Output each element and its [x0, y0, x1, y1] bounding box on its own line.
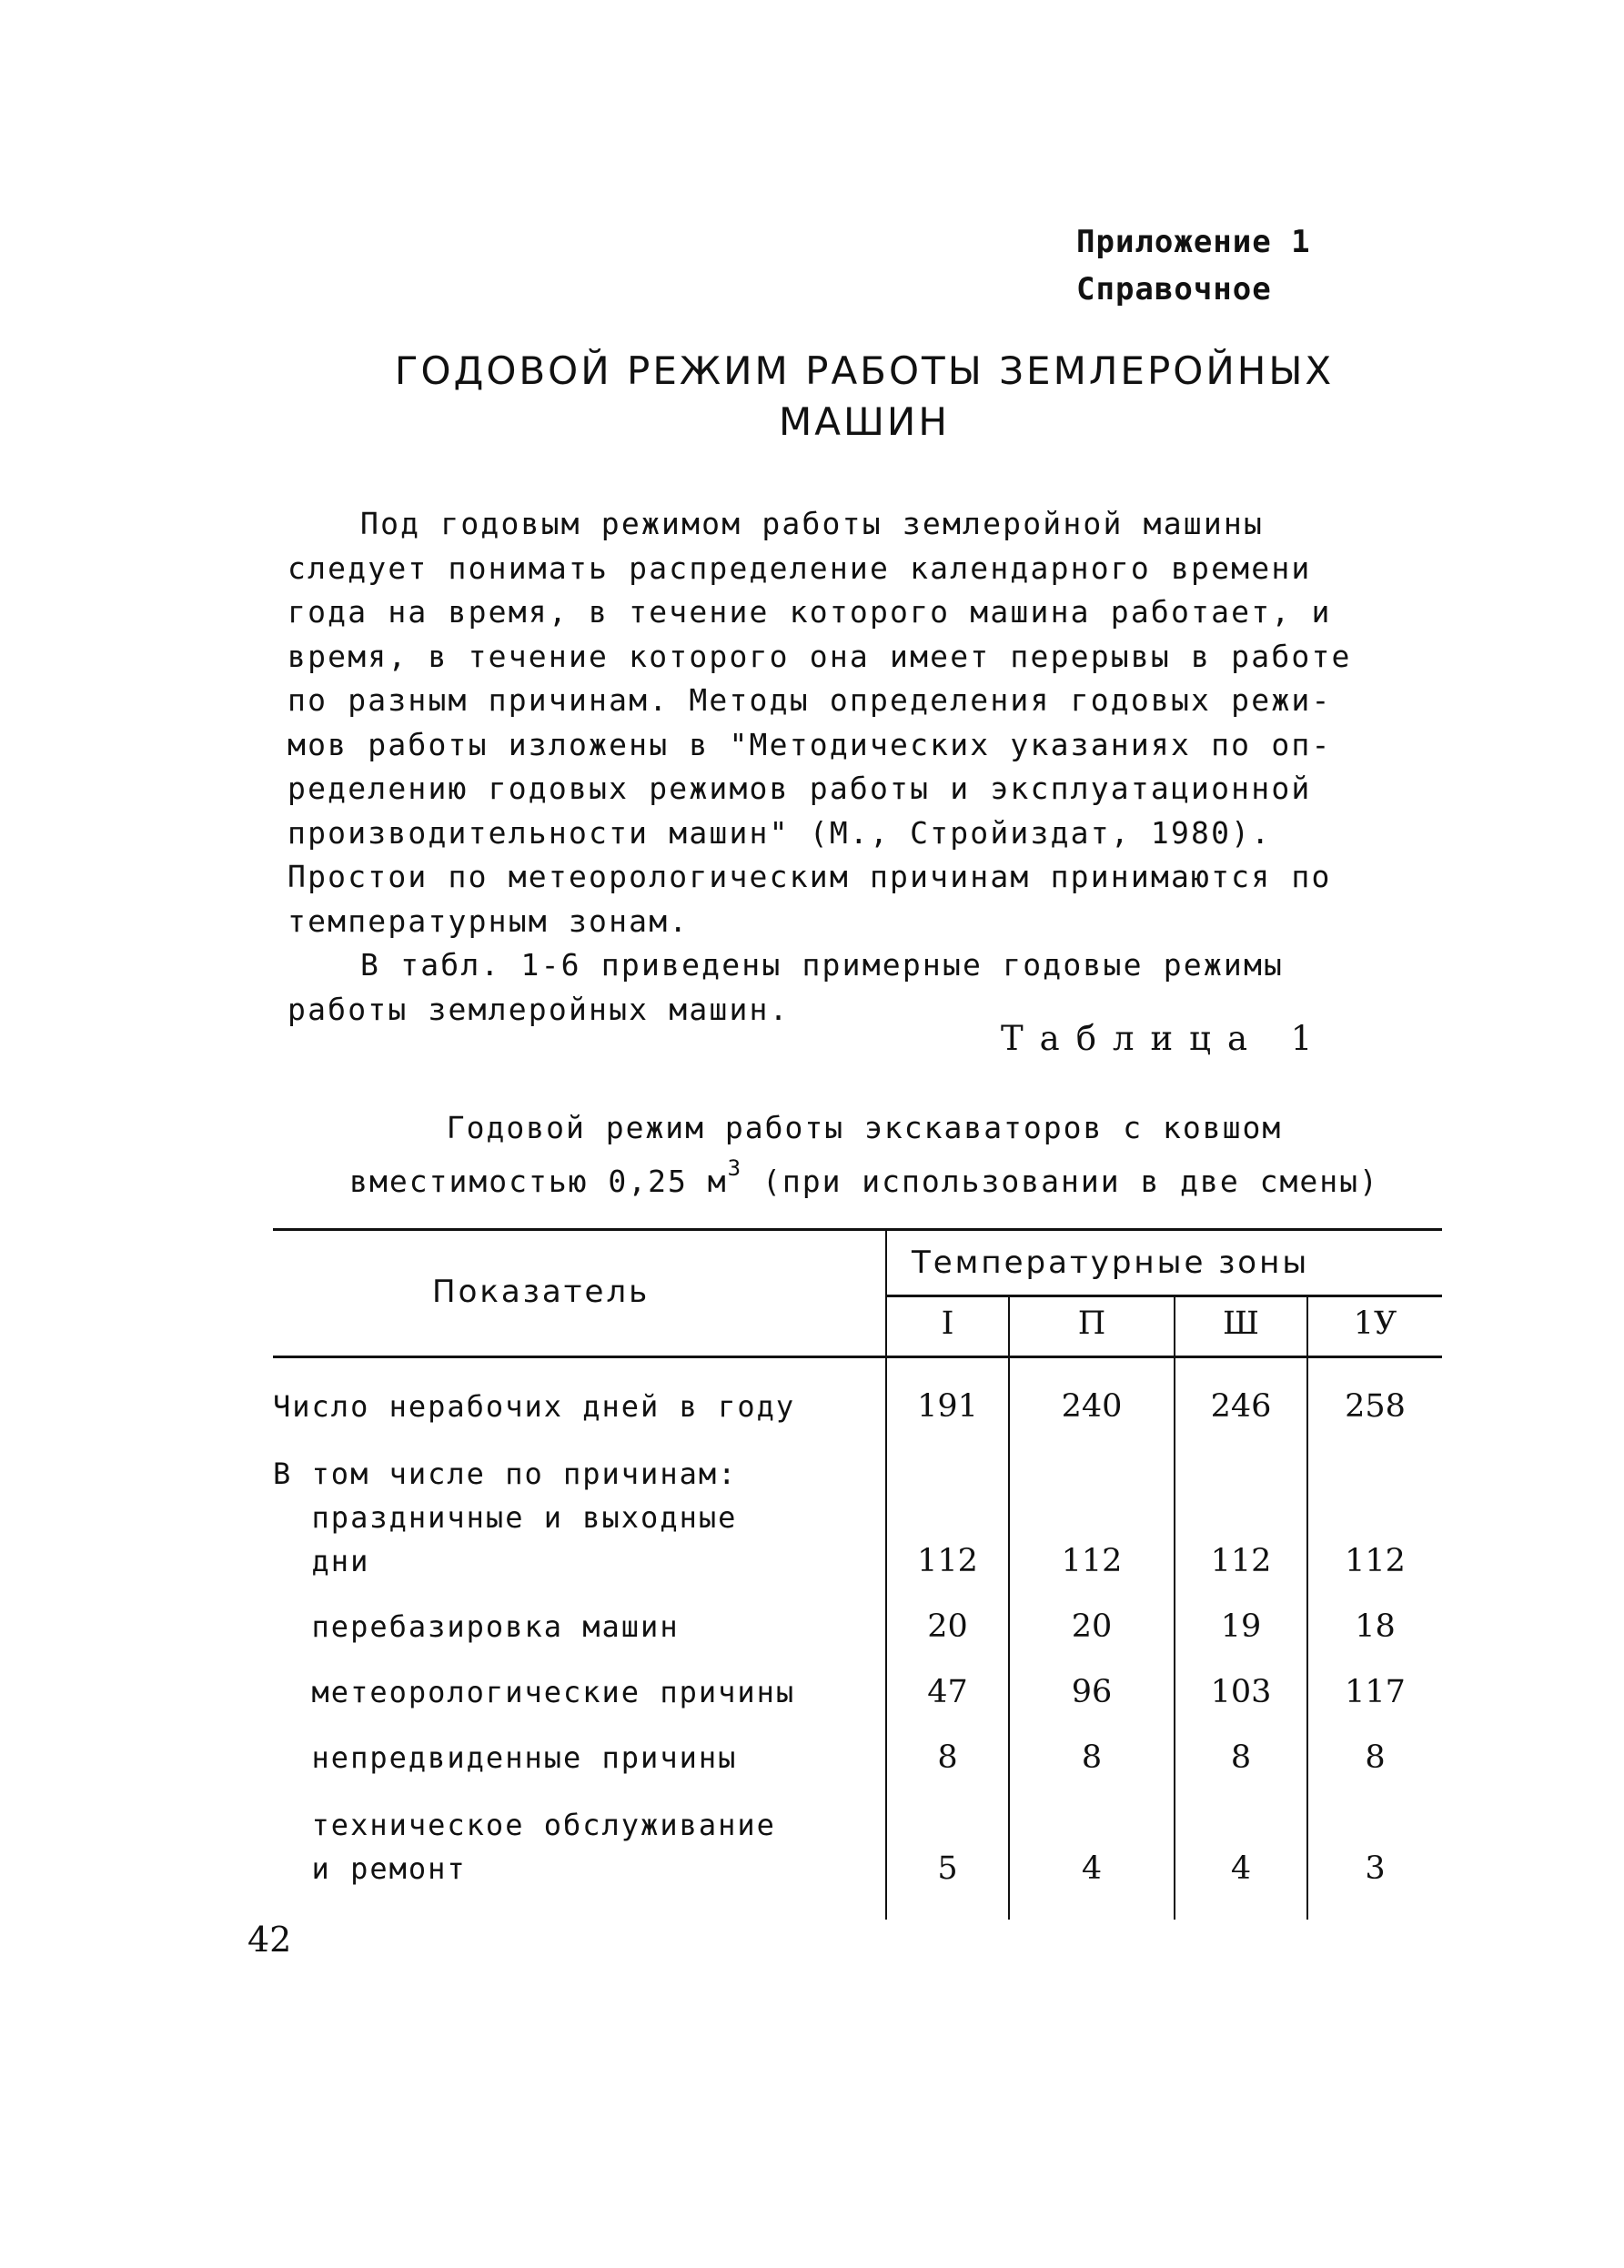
appendix-heading	[1076, 218, 1311, 313]
paragraph-line: года на время, в течение которого машина работает, и	[287, 594, 1332, 630]
table-cell: 4	[1230, 1850, 1252, 1887]
paragraph-line: следует понимать распределение календарного времени	[287, 549, 1312, 586]
zones-header-rule	[885, 1295, 1442, 1297]
row-label: непредвиденные причины	[273, 1740, 738, 1775]
table-cell: 246	[1210, 1388, 1272, 1425]
table-cell: 96	[1071, 1674, 1113, 1710]
document-title	[273, 346, 1456, 448]
table-cell: 191	[917, 1388, 978, 1425]
table-cell: 4	[1081, 1850, 1103, 1887]
zone-header: 1У	[1353, 1305, 1397, 1342]
caption-line-1: Годовой режим работы экскаваторов с ковшом	[446, 1110, 1283, 1145]
table-cell: 8	[1230, 1739, 1252, 1776]
paragraph-line: работы землеройных машин.	[287, 991, 790, 1027]
table-cell: 112	[1061, 1543, 1123, 1579]
table-cell: 20	[927, 1608, 968, 1645]
row-label: техническое обслуживание	[273, 1808, 776, 1842]
table-cell: 8	[937, 1739, 958, 1776]
caption-text: вместимостью 0,25 м	[349, 1164, 728, 1199]
row-label: праздничные и выходные	[273, 1500, 738, 1535]
table-caption	[273, 1105, 1456, 1205]
table-top-rule	[273, 1228, 1442, 1231]
header-zones: Температурные зоны	[912, 1245, 1310, 1281]
page-number: 42	[247, 1920, 292, 1960]
header-bottom-rule	[273, 1356, 1442, 1358]
paragraph-line: температурным зонам.	[287, 902, 690, 939]
paragraph-line: время, в течение которого она имеет перерывы в работе	[287, 638, 1352, 674]
table-cell: 112	[1345, 1543, 1406, 1579]
table-cell: 47	[927, 1674, 968, 1710]
row-label: и ремонт	[273, 1851, 467, 1886]
table-cell: 8	[1365, 1739, 1386, 1776]
table-cell: 5	[937, 1850, 958, 1887]
table-cell: 20	[1071, 1608, 1113, 1645]
paragraph-line: В табл. 1-6 приведены примерные годовые режимы	[360, 947, 1285, 983]
row-label: В том числе по причинам:	[273, 1457, 738, 1491]
zone-header: I	[941, 1305, 954, 1342]
data-table	[273, 1228, 1442, 1920]
row-label: метеорологические причины	[273, 1675, 796, 1709]
table-cell: 112	[917, 1543, 978, 1579]
table-cell: 112	[1210, 1543, 1272, 1579]
body-text	[287, 502, 1470, 1032]
title-line-2: МАШИН	[779, 399, 950, 444]
table-cell: 258	[1345, 1388, 1406, 1425]
caption-line-2	[273, 1151, 1456, 1205]
header-indicator: Показатель	[432, 1274, 651, 1310]
paragraph-line: Простои по метеорологическим причинам принимаются по	[287, 859, 1332, 894]
table-cell: 103	[1210, 1674, 1272, 1710]
zone-header: Ш	[1223, 1305, 1259, 1342]
appendix-number: Приложение 1	[1076, 224, 1311, 260]
table-label: Таблица 1	[1001, 1019, 1329, 1058]
caption-text: (при использовании в две смены)	[742, 1164, 1379, 1199]
caption-superscript: 3	[727, 1155, 743, 1181]
table-cell: 18	[1355, 1608, 1396, 1645]
row-label: дни	[273, 1544, 370, 1578]
table-cell: 117	[1345, 1674, 1406, 1710]
paragraph-line: Под годовым режимом работы землеройной машины	[360, 506, 1265, 541]
row-label: Число нерабочих дней в году	[273, 1389, 796, 1424]
paragraph-line: ределению годовых режимов работы и эксплуатационной	[287, 771, 1312, 806]
appendix-type: Справочное	[1076, 271, 1272, 307]
table-cell: 8	[1081, 1739, 1103, 1776]
title-line-1: ГОДОВОЙ РЕЖИМ РАБОТЫ ЗЕМЛЕРОЙНЫХ	[394, 348, 1335, 393]
zone-header: П	[1077, 1305, 1106, 1342]
row-label: перебазировка машин	[273, 1609, 680, 1644]
paragraph-line: мов работы изложены в "Методических указаниях по оп-	[287, 726, 1332, 762]
table-cell: 240	[1061, 1388, 1123, 1425]
paragraph-line: по разным причинам. Методы определения годовых режи-	[287, 682, 1332, 718]
table-cell: 19	[1220, 1608, 1262, 1645]
paragraph-line: производительности машин" (М., Стройиздат, 1980).	[287, 814, 1272, 851]
table-cell: 3	[1365, 1850, 1386, 1887]
